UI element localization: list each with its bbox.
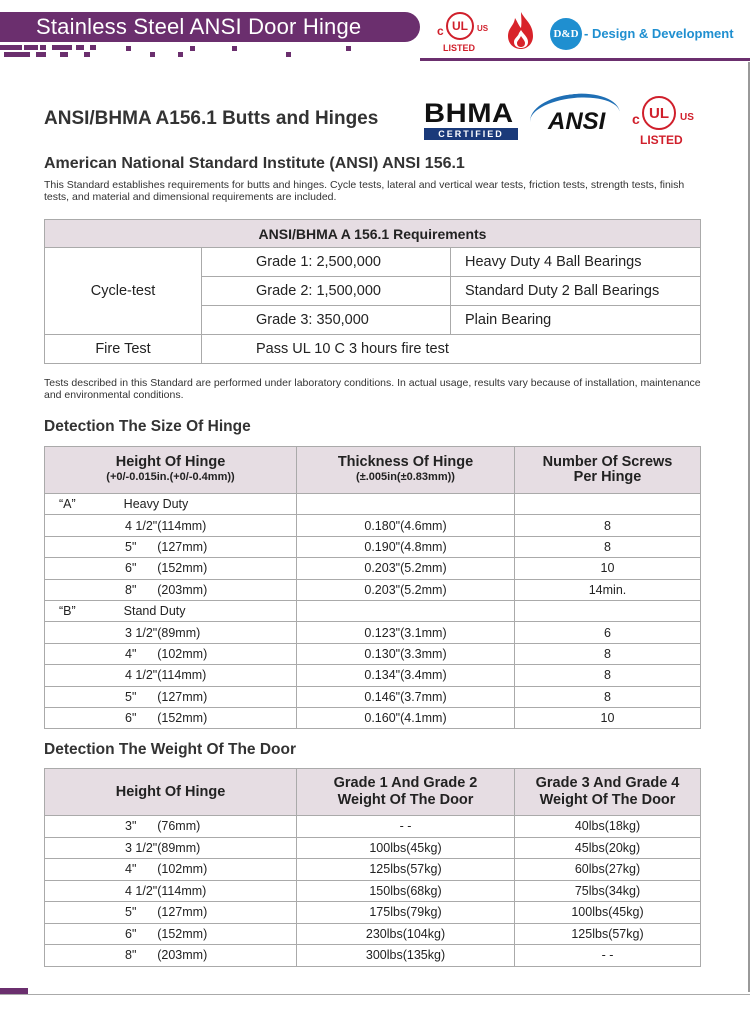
grade-cell: Grade 3: 350,000: [202, 306, 451, 335]
ul-logo-large-icon: UL: [642, 96, 676, 130]
group-a-cell: [45, 494, 297, 515]
table-row: [45, 945, 701, 967]
group-a-mark: “A”: [59, 497, 76, 512]
header-title: Stainless Steel ANSI Door Hinge: [36, 14, 362, 39]
value-cell: 0.134"(3.4mm): [297, 665, 515, 686]
table-row: [45, 923, 701, 945]
pixel-decoration: [90, 45, 96, 50]
value-cell: 175lbs(79kg): [297, 902, 515, 924]
pixel-decoration: [24, 45, 38, 50]
value-cell: 8: [515, 665, 701, 686]
value-cell: 6: [515, 622, 701, 643]
cycle-test-label: Cycle-test: [45, 248, 202, 335]
weight-section-heading: Detection The Weight Of The Door: [44, 741, 297, 758]
bearing-cell: Heavy Duty 4 Ball Bearings: [451, 248, 701, 277]
table-row: [45, 707, 701, 728]
value-cell: 8: [515, 515, 701, 536]
ul-listed-label: LISTED: [443, 43, 476, 53]
col-height-header: Height Of Hinge: [45, 769, 297, 816]
bearing-cell: Standard Duty 2 Ball Bearings: [451, 277, 701, 306]
value-cell: 0.146"(3.7mm): [297, 686, 515, 707]
table-row: [45, 859, 701, 881]
height-cell: 3 1/2"(89mm): [45, 837, 297, 859]
value-cell: 0.130"(3.3mm): [297, 643, 515, 664]
col-grade12-line1: Grade 1 And Grade 2: [333, 775, 478, 791]
empty-cell: [297, 600, 515, 621]
table-row: [45, 902, 701, 924]
col-grade12-header: [297, 769, 515, 816]
group-b-mark: “B”: [59, 604, 76, 619]
pixel-decoration: [126, 46, 131, 51]
pixel-decoration: [232, 46, 237, 51]
table-row: [45, 837, 701, 859]
height-cell: 6" (152mm): [45, 707, 297, 728]
table-row: [45, 558, 701, 579]
group-b-name: Stand Duty: [123, 604, 186, 619]
standard-description: This Standard establishes requirements for butts and hinges. Cycle tests, lateral and vertical wear tests, friction tests, strength tests, finish tests, and material and dimensional requirements are included.: [44, 179, 685, 203]
col-screws-line2: Per Hinge: [573, 469, 642, 485]
col-thickness-title: Thickness Of Hinge: [337, 454, 474, 470]
pixel-decoration: [0, 45, 22, 50]
pixel-decoration: [60, 52, 68, 57]
page-header: [0, 0, 750, 62]
value-cell: 0.203"(5.2mm): [297, 579, 515, 600]
table-row: [45, 515, 701, 536]
bhma-certified-label: CERTIFIED: [424, 128, 518, 140]
section-subtitle: American National Standard Institute (ANSI) ANSI 156.1: [44, 155, 465, 172]
grade-cell: Grade 1: 2,500,000: [202, 248, 451, 277]
ul-us-mark: US: [477, 24, 489, 33]
ul-listed-label-large: LISTED: [640, 133, 683, 147]
height-cell: 4 1/2"(114mm): [45, 665, 297, 686]
value-cell: 60lbs(27kg): [515, 859, 701, 881]
col-thickness-tolerance: (±.005in(±0.83mm)): [356, 471, 455, 483]
table-row: [45, 816, 701, 838]
pixel-decoration: [4, 52, 30, 57]
fire-test-value: Pass UL 10 C 3 hours fire test: [202, 335, 701, 364]
pixel-decoration: [76, 45, 84, 50]
pixel-decoration: [84, 52, 90, 57]
height-cell: 5" (127mm): [45, 536, 297, 557]
ansi-logo-text: ANSI: [548, 108, 606, 135]
ul-us-mark-large: US: [680, 112, 694, 123]
table-row: [45, 686, 701, 707]
value-cell: 40lbs(18kg): [515, 816, 701, 838]
value-cell: 75lbs(34kg): [515, 880, 701, 902]
col-height-title: Height Of Hinge: [115, 454, 226, 470]
height-cell: 4" (102mm): [45, 643, 297, 664]
col-screws-header: [515, 447, 701, 494]
height-cell: 4" (102mm): [45, 859, 297, 881]
value-cell: 100lbs(45kg): [515, 902, 701, 924]
table-row: [45, 536, 701, 557]
value-cell: 125lbs(57kg): [515, 923, 701, 945]
value-cell: 0.123"(3.1mm): [297, 622, 515, 643]
ul-c-mark: c: [437, 24, 444, 38]
table-row: [45, 665, 701, 686]
fire-icon: [505, 10, 537, 50]
value-cell: 150lbs(68kg): [297, 880, 515, 902]
height-cell: 5" (127mm): [45, 902, 297, 924]
value-cell: 8: [515, 536, 701, 557]
hinge-size-table: [44, 446, 701, 729]
value-cell: 14min.: [515, 579, 701, 600]
height-cell: 8" (203mm): [45, 579, 297, 600]
pixel-decoration: [40, 45, 46, 50]
value-cell: 10: [515, 707, 701, 728]
height-cell: 3 1/2"(89mm): [45, 622, 297, 643]
value-cell: 8: [515, 686, 701, 707]
fire-test-label: Fire Test: [45, 335, 202, 364]
col-grade12-line2: Weight Of The Door: [337, 792, 474, 808]
value-cell: 10: [515, 558, 701, 579]
table-row: [45, 579, 701, 600]
pixel-decoration: [150, 52, 155, 57]
col-grade34-line1: Grade 3 And Grade 4: [535, 775, 680, 791]
ul-logo-icon: UL: [446, 12, 474, 40]
height-cell: 8" (203mm): [45, 945, 297, 967]
requirements-table: [44, 219, 701, 364]
height-cell: 3" (76mm): [45, 816, 297, 838]
pixel-decoration: [52, 45, 72, 50]
footer-rule: [0, 994, 750, 995]
bhma-logo-text: BHMA: [424, 98, 514, 128]
bearing-cell: Plain Bearing: [451, 306, 701, 335]
value-cell: - -: [515, 945, 701, 967]
value-cell: - -: [297, 816, 515, 838]
height-cell: 4 1/2"(114mm): [45, 515, 297, 536]
bhma-certified-logo: [424, 100, 518, 140]
pixel-decoration: [178, 52, 183, 57]
header-rule: [420, 58, 750, 61]
ul-c-mark-large: c: [632, 111, 640, 127]
size-section-heading: Detection The Size Of Hinge: [44, 418, 251, 435]
group-b-cell: [45, 600, 297, 621]
col-grade34-header: [515, 769, 701, 816]
height-cell: 6" (152mm): [45, 923, 297, 945]
value-cell: 8: [515, 643, 701, 664]
col-thickness-header: [297, 447, 515, 494]
pixel-decoration: [190, 46, 195, 51]
group-row: [45, 494, 701, 515]
value-cell: 100lbs(45kg): [297, 837, 515, 859]
col-height-header: [45, 447, 297, 494]
dd-logo-icon: D&D: [550, 18, 582, 50]
pixel-decoration: [346, 46, 351, 51]
table-row: [45, 880, 701, 902]
requirements-header: ANSI/BHMA A 156.1 Requirements: [45, 220, 701, 248]
page-title: ANSI/BHMA A156.1 Butts and Hinges: [44, 108, 379, 129]
value-cell: 0.160"(4.1mm): [297, 707, 515, 728]
col-grade34-line2: Weight Of The Door: [539, 792, 676, 808]
group-a-name: Heavy Duty: [123, 497, 189, 512]
value-cell: 125lbs(57kg): [297, 859, 515, 881]
table-row: [45, 643, 701, 664]
height-cell: 4 1/2"(114mm): [45, 880, 297, 902]
table-row: [45, 622, 701, 643]
value-cell: 300lbs(135kg): [297, 945, 515, 967]
empty-cell: [515, 600, 701, 621]
test-conditions-note: Tests described in this Standard are performed under laboratory conditions. In actual usage, results vary because of installation, maintenance and environmental conditions.: [44, 377, 701, 401]
door-weight-table: [44, 768, 701, 967]
value-cell: 0.203"(5.2mm): [297, 558, 515, 579]
height-cell: 5" (127mm): [45, 686, 297, 707]
col-height-tolerance: (+0/-0.015in.(+0/-0.4mm)): [106, 471, 235, 483]
pixel-decoration: [286, 52, 291, 57]
dd-tagline: - Design & Development: [584, 26, 734, 41]
height-cell: 6" (152mm): [45, 558, 297, 579]
grade-cell: Grade 2: 1,500,000: [202, 277, 451, 306]
value-cell: 230lbs(104kg): [297, 923, 515, 945]
pixel-decoration: [36, 52, 46, 57]
empty-cell: [297, 494, 515, 515]
empty-cell: [515, 494, 701, 515]
value-cell: 0.190"(4.8mm): [297, 536, 515, 557]
value-cell: 45lbs(20kg): [515, 837, 701, 859]
col-screws-line1: Number Of Screws: [542, 454, 673, 470]
group-row: [45, 600, 701, 621]
value-cell: 0.180"(4.6mm): [297, 515, 515, 536]
